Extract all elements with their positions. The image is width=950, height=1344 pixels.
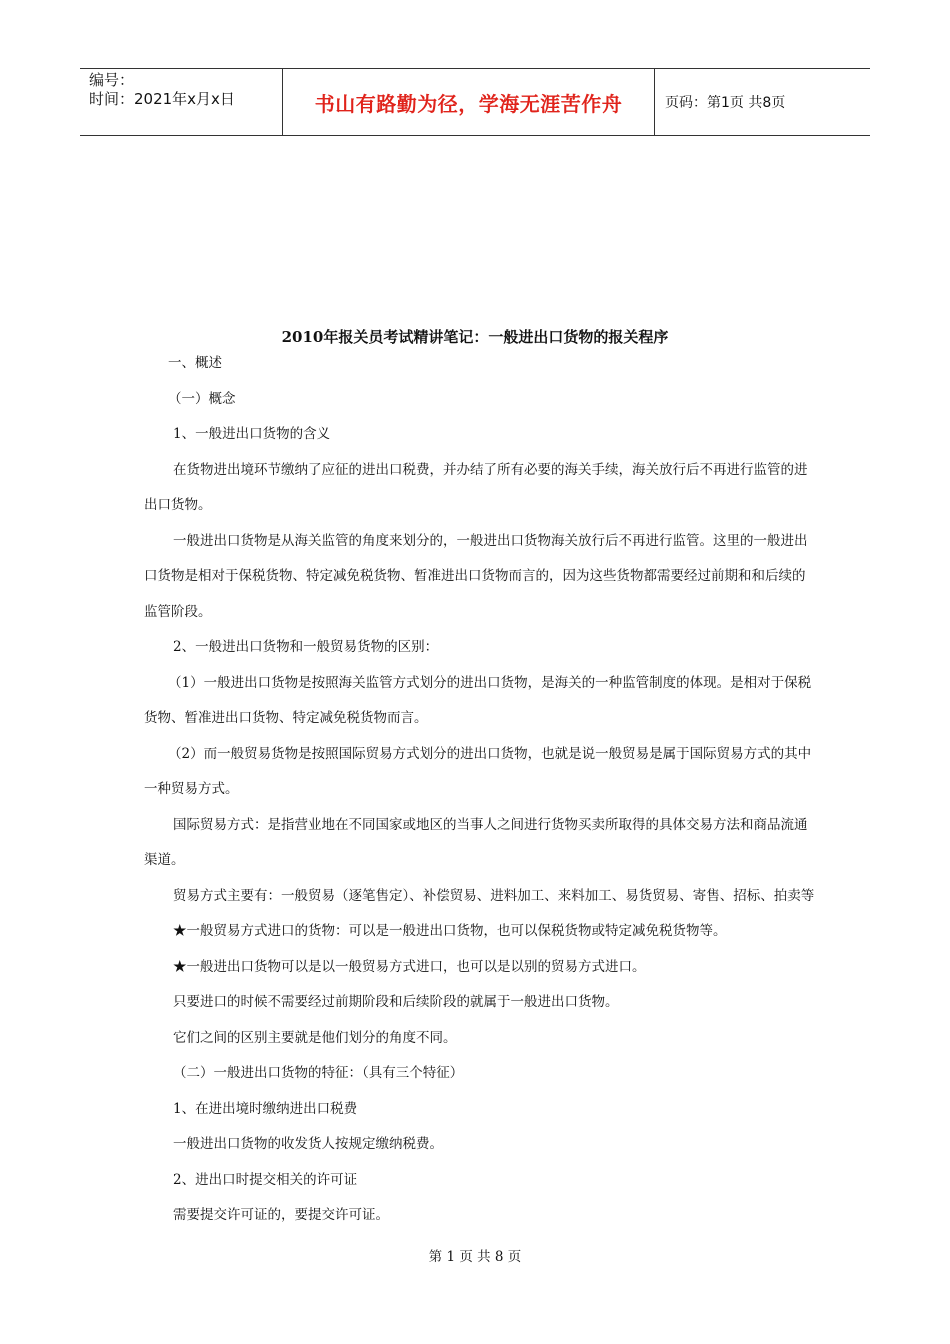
paragraph: （2）而一般贸易货物是按照国际贸易方式划分的进出口货物，也就是说一般贸易是属于国际贸易方式的其中一种贸易方式。 bbox=[144, 745, 812, 797]
paragraph: （二）一般进出口货物的特征：（具有三个特征） bbox=[173, 1065, 464, 1081]
header-left-cell bbox=[80, 69, 283, 135]
paragraph: （1）一般进出口货物是按照海关监管方式划分的进出口货物，是海关的一种监管制度的体现。是相对于保税货物、暂准进出口货物、特定减免税货物而言。 bbox=[144, 674, 812, 726]
header-motto: 书山有路勤为径，学海无涯苦作舟 bbox=[283, 69, 655, 135]
doc-number-label: 编号： bbox=[89, 71, 135, 89]
paragraph: 国际贸易方式：是指营业地在不同国家或地区的当事人之间进行货物买卖所取得的具体交易方法和商品流通渠道。 bbox=[144, 816, 808, 868]
paragraph: 一般进出口货物是从海关监管的角度来划分的，一般进出口货物海关放行后不再进行监管。这里的一般进出口货物是相对于保税货物、特定减免税货物、暂准进出口货物而言的，因为这些货物都需要经过前期和和后续的监管阶段。 bbox=[144, 532, 808, 620]
paragraph: 只要进口的时候不需要经过前期阶段和后续阶段的就属于一般进出口货物。 bbox=[173, 994, 619, 1010]
paragraph: 2、一般进出口货物和一般贸易货物的区别： bbox=[173, 639, 439, 655]
time-label: 时间：2021年x月x日 bbox=[89, 90, 235, 108]
page-footer: 第 1 页 共 8 页 bbox=[428, 1249, 522, 1265]
paragraph: 一般进出口货物的收发货人按规定缴纳税费。 bbox=[173, 1136, 443, 1152]
paragraph: 1、在进出境时缴纳进出口税费 bbox=[173, 1100, 358, 1117]
paragraph: ★一般进出口货物可以是以一般贸易方式进口，也可以是以别的贸易方式进口。 bbox=[173, 958, 646, 975]
paragraph: 需要提交许可证的，要提交许可证。 bbox=[173, 1207, 389, 1223]
header-page-code: 页码：第1页 共8页 bbox=[665, 95, 786, 111]
paragraph: 在货物进出境环节缴纳了应征的进出口税费，并办结了所有必要的海关手续，海关放行后不再进行监管的进出口货物。 bbox=[144, 461, 808, 513]
paragraph: 它们之间的区别主要就是他们划分的角度不同。 bbox=[173, 1029, 457, 1046]
paragraph: ★一般贸易方式进口的货物：可以是一般进出口货物，也可以保税货物或特定减免税货物等。 bbox=[173, 923, 727, 939]
paragraph: 一、概述 bbox=[168, 355, 222, 371]
paragraph: （一）概念 bbox=[168, 390, 236, 407]
page-header bbox=[80, 68, 870, 136]
paragraph: 2、进出口时提交相关的许可证 bbox=[173, 1171, 358, 1188]
paragraph: 1、一般进出口货物的含义 bbox=[173, 426, 331, 442]
document-title: 2010年报关员考试精讲笔记：一般进出口货物的报关程序 bbox=[281, 328, 669, 346]
paragraph: 贸易方式主要有：一般贸易（逐笔售定）、补偿贸易、进料加工、来料加工、易货贸易、寄售、招标、拍卖等 bbox=[173, 887, 815, 904]
document-body bbox=[144, 346, 816, 1234]
